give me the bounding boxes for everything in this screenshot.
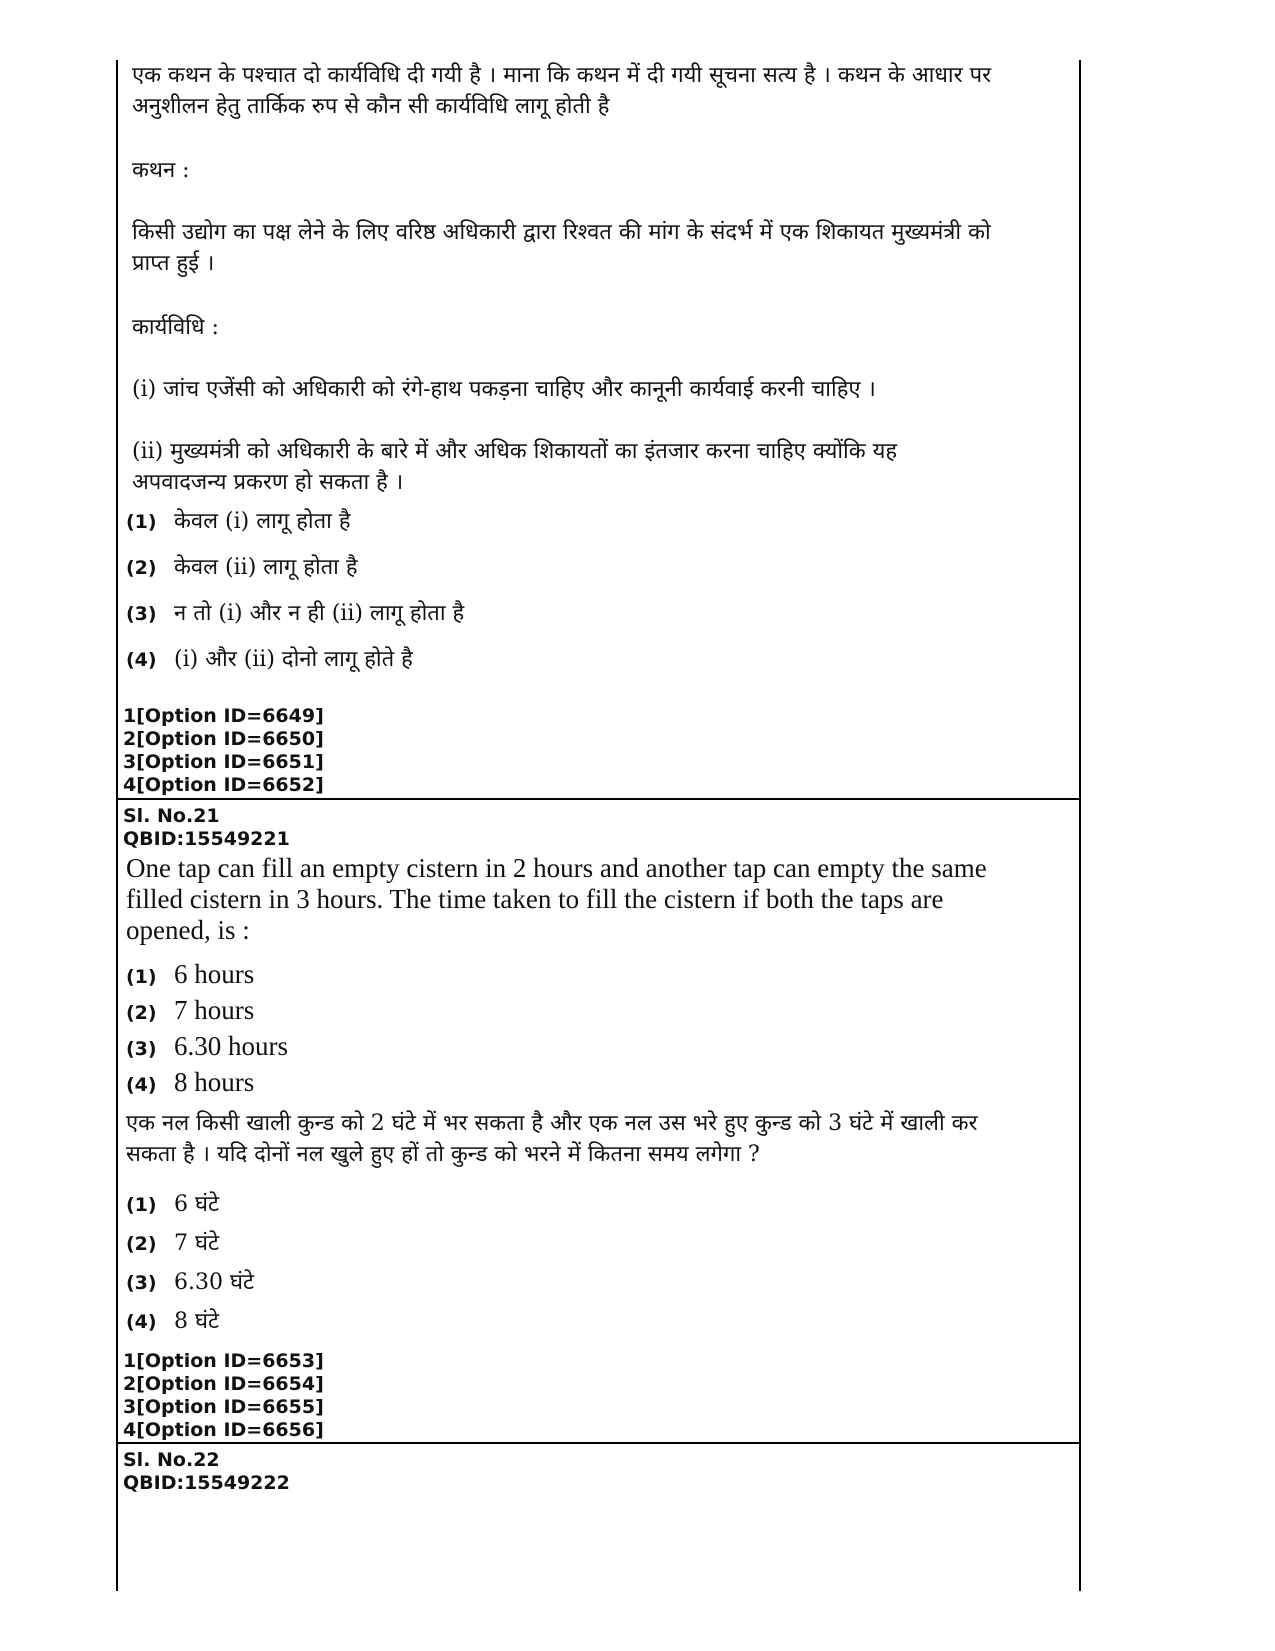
option-number: (3) xyxy=(126,603,157,625)
q21-option-hi-4 xyxy=(126,1305,1039,1344)
q21-options-english xyxy=(126,959,1039,1103)
q20-action-2: (ii) मुख्यमंत्री को अधिकारी के बारे में और अधिक शिकायतों का इंतजार करना चाहिए क्योंकि यह अपवादजन्य प्रकरण हो सकता है । xyxy=(132,439,898,495)
option-text: केवल (i) लागू होता है xyxy=(174,509,351,534)
option-id: 2[Option ID=6650] xyxy=(123,728,324,750)
q21-option-hi-3 xyxy=(126,1266,1039,1305)
q21-option-en-4 xyxy=(126,1067,1039,1103)
q20-statement: किसी उद्योग का पक्ष लेने के लिए वरिष्ठ अधिकारी द्वारा रिश्वत की मांग के संदर्भ में एक शिकायत मुख्यमंत्री को प्राप्त हुई । xyxy=(132,220,991,276)
option-number: (1) xyxy=(126,511,157,533)
option-number: (1) xyxy=(126,966,157,988)
q20-option-1 xyxy=(126,505,1039,551)
option-text: केवल (ii) लागू होता है xyxy=(174,555,358,580)
question-paper-frame xyxy=(116,60,1081,1591)
option-id: 3[Option ID=6651] xyxy=(123,751,324,773)
option-text: (i) और (ii) दोनो लागू होते है xyxy=(174,647,413,672)
option-id: 2[Option ID=6654] xyxy=(123,1373,324,1395)
q21-option-en-1 xyxy=(126,959,1039,995)
q21-option-en-2 xyxy=(126,995,1039,1031)
q20-option-2 xyxy=(126,551,1039,597)
option-number: (2) xyxy=(126,1002,157,1024)
q22-serial-number: Sl. No.22 xyxy=(123,1449,220,1471)
q20-option-4 xyxy=(126,643,1039,689)
q20-option-ids xyxy=(118,705,1039,797)
q21-option-en-3 xyxy=(126,1031,1039,1067)
option-id: 1[Option ID=6653] xyxy=(123,1350,324,1372)
option-number: (1) xyxy=(126,1194,157,1216)
option-number: (4) xyxy=(126,1311,157,1333)
q21-serial-number: Sl. No.21 xyxy=(123,805,220,827)
q21-question-hindi: एक नल किसी खाली कुन्ड को 2 घंटे में भर सकता है और एक नल उस भरे हुए कुन्ड को 3 घंटे में खाली कर सकता है । यदि दोनों नल खुले हुए हों तो कुन्ड को भरने में कितना समय लगेगा ? xyxy=(126,1111,978,1167)
q20-option-3 xyxy=(126,597,1039,643)
option-text: 7 घंटे xyxy=(174,1231,220,1256)
q21-options-hindi xyxy=(126,1188,1039,1344)
option-number: (3) xyxy=(126,1272,157,1294)
option-text: 6.30 घंटे xyxy=(174,1270,255,1295)
option-text: 8 hours xyxy=(174,1067,255,1097)
q20-statement-label: कथन : xyxy=(132,158,190,183)
option-id: 3[Option ID=6655] xyxy=(123,1396,324,1418)
option-text: 8 घंटे xyxy=(174,1309,220,1334)
option-number: (2) xyxy=(126,557,157,579)
q20-options-list xyxy=(126,505,1039,689)
q22-qbid: QBID:15549222 xyxy=(123,1472,290,1494)
q20-action-1: (i) जांच एजेंसी को अधिकारी को रंगे-हाथ पकड़ना चाहिए और कानूनी कार्यवाई करनी चाहिए । xyxy=(132,377,876,402)
question-22-section xyxy=(118,1449,1079,1589)
option-id: 4[Option ID=6652] xyxy=(123,774,324,796)
option-text: 6 घंटे xyxy=(174,1192,220,1217)
option-text: न तो (i) और न ही (ii) लागू होता है xyxy=(174,601,465,626)
option-id: 1[Option ID=6649] xyxy=(123,705,324,727)
question-21-section xyxy=(118,805,1079,1445)
q21-question-english: One tap can fill an empty cistern in 2 hours and another tap can empty the same filled cistern in 3 hours. The time taken to fill the cistern if both the taps are opened, is : xyxy=(126,853,987,945)
option-number: (4) xyxy=(126,1074,157,1096)
question-divider xyxy=(118,798,1079,800)
option-id: 4[Option ID=6656] xyxy=(123,1419,324,1441)
q20-actions-label: कार्यविधि : xyxy=(132,315,219,340)
option-number: (3) xyxy=(126,1038,157,1060)
option-number: (2) xyxy=(126,1233,157,1255)
q21-qbid: QBID:15549221 xyxy=(123,828,290,850)
question-20-section xyxy=(118,60,1079,800)
q21-option-ids xyxy=(118,1350,1039,1442)
option-text: 6 hours xyxy=(174,959,255,989)
q21-option-hi-2 xyxy=(126,1227,1039,1266)
q20-intro: एक कथन के पश्चात दो कार्यविधि दी गयी है । माना कि कथन में दी गयी सूचना सत्य है । कथन के आधार पर अनुशीलन हेतु तार्किक रुप से कौन सी कार्यविधि लागू होती है xyxy=(132,63,992,119)
question-divider xyxy=(118,1442,1079,1444)
option-number: (4) xyxy=(126,649,157,671)
q21-option-hi-1 xyxy=(126,1188,1039,1227)
option-text: 6.30 hours xyxy=(174,1031,288,1061)
option-text: 7 hours xyxy=(174,995,255,1025)
